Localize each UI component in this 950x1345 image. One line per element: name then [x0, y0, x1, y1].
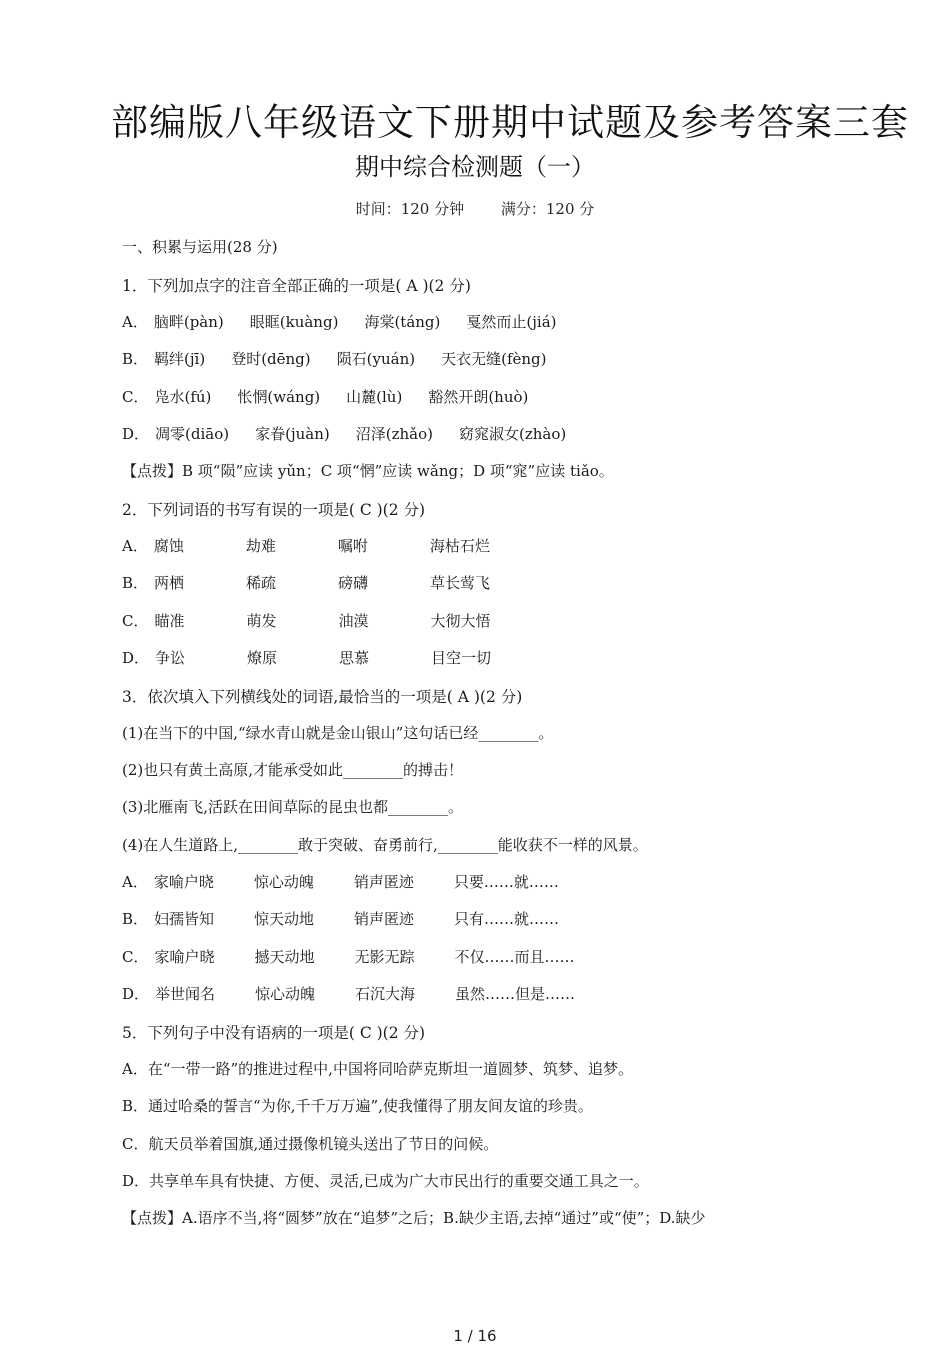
question-5-stem: 5．下列句子中没有语病的一项是( C )(2 分): [122, 1024, 426, 1042]
question-3-sentence-1: (1)在当下的中国,“绿水青山就是金山银山”这句话已经________。: [122, 724, 554, 742]
question-3-option-b: B． 妇孺皆知 惊天动地 销声匿迹 只有……就……: [122, 910, 560, 928]
question-5-option-d: D．共享单车具有快捷、方便、灵活,已成为广大市民出行的重要交通工具之一。: [122, 1172, 649, 1190]
question-2-option-a: A． 腐蚀 劫难 嘱咐 海枯石烂: [122, 537, 490, 555]
exam-score: 满分：120 分: [500, 200, 595, 218]
question-3-sentence-4: (4)在人生道路上,________敢于突破、奋勇前行,________能收获不一样的风景。: [122, 836, 648, 854]
question-2-stem: 2．下列词语的书写有误的一项是( C )(2 分): [122, 501, 426, 519]
question-3-stem: 3．依次填入下列横线处的词语,最恰当的一项是( A )(2 分): [122, 688, 523, 706]
exam-time: 时间：120 分钟: [355, 200, 465, 218]
question-3-option-d: D． 举世闻名 惊心动魄 石沉大海 虽然……但是……: [122, 985, 576, 1003]
exam-meta: [0, 198, 950, 219]
question-2-option-d: D． 争讼 燎原 思慕 目空一切: [122, 649, 492, 667]
question-3-sentence-3: (3)北雁南飞,活跃在田间草际的昆虫也都________。: [122, 798, 464, 816]
question-1-option-c: C． 凫水(fú) 怅惘(wáng) 山麓(lù) 豁然开朗(huò): [122, 388, 529, 406]
question-1-note: 【点拨】B 项“陨”应读 yǔn；C 项“惘”应读 wǎng；D 项“窕”应读 tiǎo。: [122, 462, 614, 480]
question-3-option-c: C． 家喻户晓 撼天动地 无影无踪 不仅……而且……: [122, 948, 575, 966]
question-5-option-a: A．在“一带一路”的推进过程中,中国将同哈萨克斯坦一道圆梦、筑梦、追梦。: [122, 1060, 633, 1078]
page-number: 1 / 16: [453, 1327, 497, 1345]
question-3-sentence-2: (2)也只有黄土高原,才能承受如此________的搏击！: [122, 761, 464, 779]
question-5-note: 【点拨】A.语序不当,将“圆梦”放在“追梦”之后；B.缺少主语,去掉“通过”或“使”；D.缺少: [122, 1209, 706, 1227]
question-2-option-b: B． 两栖 稀疏 磅礴 草长莺飞: [122, 574, 491, 592]
question-1-option-b: B． 羁绊(jī) 登时(dēng) 陨石(yuán) 天衣无缝(fèng): [122, 350, 547, 368]
page-title: 部编版八年级语文下册期中试题及参考答案三套: [111, 101, 909, 144]
question-3-option-a: A． 家喻户晓 惊心动魄 销声匿迹 只要……就……: [122, 873, 559, 891]
question-1-option-d: D． 凋零(diāo) 家眷(juàn) 沼泽(zhǎo) 窈窕淑女(zhào): [122, 425, 567, 443]
question-1-option-a: A． 脑畔(pàn) 眼眶(kuàng) 海棠(táng) 戛然而止(jiá): [122, 313, 557, 331]
question-5-option-b: B．通过哈桑的誓言“为你,千千万万遍”,使我懂得了朋友间友谊的珍贵。: [122, 1097, 593, 1115]
test-subtitle: 期中综合检测题（一）: [355, 153, 595, 181]
question-2-option-c: C． 瞄准 萌发 油漠 大彻大悟: [122, 612, 491, 630]
section-heading: 一、积累与运用(28 分): [122, 238, 278, 256]
question-1-stem: 1．下列加点字的注音全部正确的一项是( A )(2 分): [122, 277, 471, 295]
question-5-option-c: C．航天员举着国旗,通过摄像机镜头送出了节日的问候。: [122, 1135, 499, 1153]
